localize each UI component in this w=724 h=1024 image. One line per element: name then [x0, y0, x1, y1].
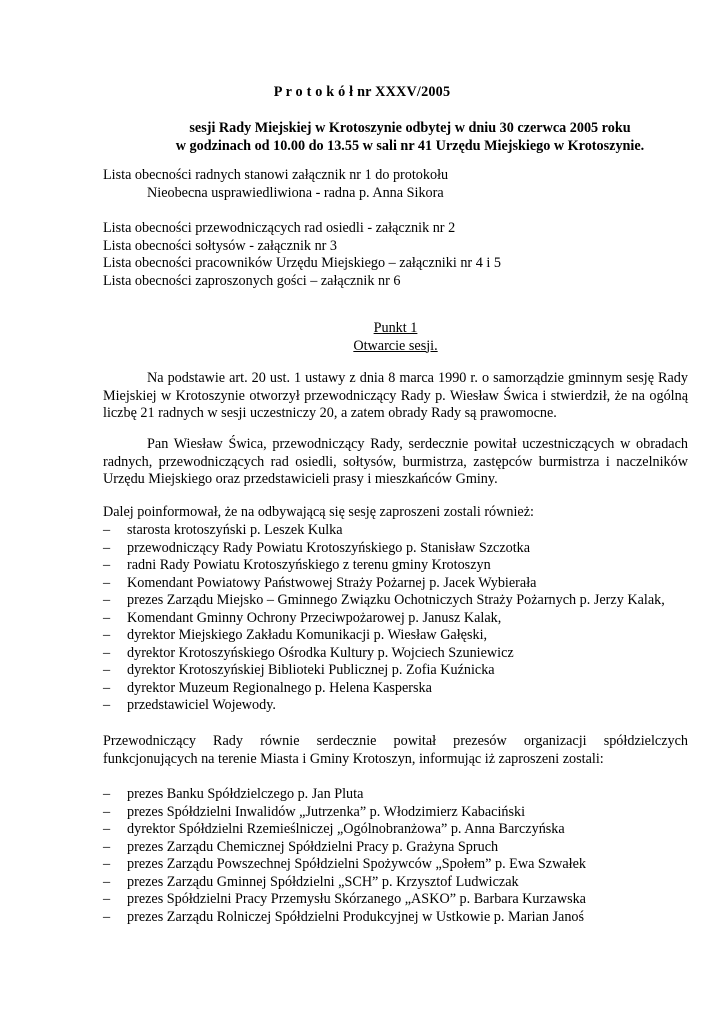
dash-bullet: –: [103, 662, 111, 678]
dash-bullet: –: [103, 856, 111, 872]
attachment-line: Lista obecności sołtysów - załącznik nr 3: [103, 237, 338, 254]
attendance-line: Lista obecności radnych stanowi załącznik nr 1 do protokołu: [103, 167, 449, 183]
absent-line: Nieobecna usprawiedliwiona - radna p. Anna Sikora: [147, 184, 444, 201]
paragraph-cooperatives: Przewodniczący Rady równie serdecznie powitał prezesów organizacji spółdzielczych funkcjonujących na terenie Miasta i Gminy Krotoszyn, informując iż zaproszeni zostali:: [103, 733, 688, 767]
cooperative-item: – prezes Zarządu Chemicznej Spółdzielni Pracy p. Grażyna Spruch: [103, 838, 499, 855]
dash-bullet: –: [103, 574, 111, 591]
dash-bullet: –: [103, 873, 111, 890]
cooperative-item: – prezes Zarządu Powszechnej Spółdzielni Spożywców „Społem” p. Ewa Szwałek: [103, 856, 586, 872]
cooperative-item: – prezes Zarządu Gminnej Spółdzielni „SCH” p. Krzysztof Ludwiczak: [103, 873, 519, 890]
dash-bullet: –: [103, 627, 111, 643]
dash-bullet: –: [103, 908, 111, 925]
dash-bullet: –: [103, 539, 111, 556]
cooperative-item: – prezes Spółdzielni Inwalidów „Jutrzenka” p. Włodzimierz Kabaciński: [103, 803, 526, 820]
guest-item: – radni Rady Powiatu Krotoszyńskiego z terenu gminy Krotoszyn: [103, 557, 491, 573]
dash-bullet: –: [103, 697, 111, 713]
dash-bullet: –: [103, 679, 111, 696]
attendance-block: [103, 167, 688, 202]
dash-bullet: –: [103, 592, 111, 608]
cooperative-item: – prezes Zarządu Rolniczej Spółdzielni Produkcyjnej w Ustkowie p. Marian Janoś: [103, 908, 585, 925]
dash-bullet: –: [103, 838, 111, 855]
dash-bullet: –: [103, 609, 111, 626]
attachment-line: Lista obecności przewodniczących rad osiedli - załącznik nr 2: [103, 220, 456, 236]
guest-item: – starosta krotoszyński p. Leszek Kulka: [103, 522, 343, 538]
guest-item: – Komendant Gminny Ochrony Przeciwpożarowej p. Janusz Kalak,: [103, 609, 502, 626]
cooperative-item: – prezes Spółdzielni Pracy Przemysłu Skórzanego „ASKO” p. Barbara Kurzawska: [103, 891, 586, 907]
dash-bullet: –: [103, 821, 111, 837]
guests-list: [103, 522, 688, 715]
dash-bullet: –: [103, 522, 111, 538]
paragraph-opening: Na podstawie art. 20 ust. 1 ustawy z dnia 8 marca 1990 r. o samorządzie gminnym sesję Rady Miejskiej w Krotoszynie otworzył przewodniczący Rady p. Wiesław Świca i stwierdził, że na ogólną liczbę 21 radnych w sesji uczestniczy 20, a zatem obrady Rady są prawomocne.: [103, 370, 688, 421]
cooperative-item: – dyrektor Spółdzielni Rzemieślniczej „Ogólnobranżowa” p. Anna Barczyńska: [103, 821, 565, 837]
session-subtitle: [100, 120, 720, 155]
dash-bullet: –: [103, 891, 111, 907]
guest-item: – Komendant Powiatowy Państwowej Straży Pożarnej p. Jacek Wybierała: [103, 574, 537, 591]
point-heading: [103, 320, 688, 355]
guest-item: – dyrektor Muzeum Regionalnego p. Helena Kasperska: [103, 679, 432, 696]
guest-item: – prezes Zarządu Miejsko – Gminnego Związku Ochotniczych Straży Pożarnych p. Jerzy Kalak,: [103, 592, 665, 608]
dash-bullet: –: [103, 786, 111, 802]
guest-item: – przewodniczący Rady Powiatu Krotoszyńskiego p. Stanisław Szczotka: [103, 539, 531, 556]
dash-bullet: –: [103, 644, 111, 661]
paragraph-invited-intro: Dalej poinformował, że na odbywającą się sesję zaproszeni zostali również:: [103, 504, 534, 520]
attachments-list: [103, 220, 688, 290]
attachment-line: Lista obecności pracowników Urzędu Miejskiego – załączniki nr 4 i 5: [103, 255, 501, 271]
paragraph-greeting: Pan Wiesław Świca, przewodniczący Rady, serdecznie powitał uczestniczących w obradach radnych, przewodniczących rad osiedli, sołtysów, burmistrza, zastępców burmistrza i naczelników Urzędu Miejskiego oraz przedstawicieli prasy i mieszkańców Gminy.: [103, 436, 688, 487]
protocol-title: P r o t o k ó ł nr XXXV/2005: [273, 84, 451, 100]
dash-bullet: –: [103, 803, 111, 820]
guest-item: – przedstawiciel Wojewody.: [103, 697, 276, 713]
point-name: Otwarcie sesji.: [353, 337, 438, 354]
subtitle-line-2: w godzinach od 10.00 do 13.55 w sali nr 41 Urzędu Miejskiego w Krotoszynie.: [175, 137, 645, 154]
guest-item: – dyrektor Krotoszyńskiego Ośrodka Kultury p. Wojciech Szuniewicz: [103, 644, 514, 661]
cooperatives-list: [103, 786, 688, 926]
subtitle-line-1: sesji Rady Miejskiej w Krotoszynie odbytej w dniu 30 czerwca 2005 roku: [189, 120, 631, 136]
guest-item: – dyrektor Krotoszyńskiej Biblioteki Publicznej p. Zofia Kuźnicka: [103, 662, 495, 678]
attachment-line: Lista obecności zaproszonych gości – załącznik nr 6: [103, 272, 401, 289]
point-number: Punkt 1: [373, 320, 418, 336]
cooperative-item: – prezes Banku Spółdzielczego p. Jan Pluta: [103, 786, 364, 802]
guest-item: – dyrektor Miejskiego Zakładu Komunikacji p. Wiesław Gałęski,: [103, 627, 488, 643]
dash-bullet: –: [103, 557, 111, 573]
